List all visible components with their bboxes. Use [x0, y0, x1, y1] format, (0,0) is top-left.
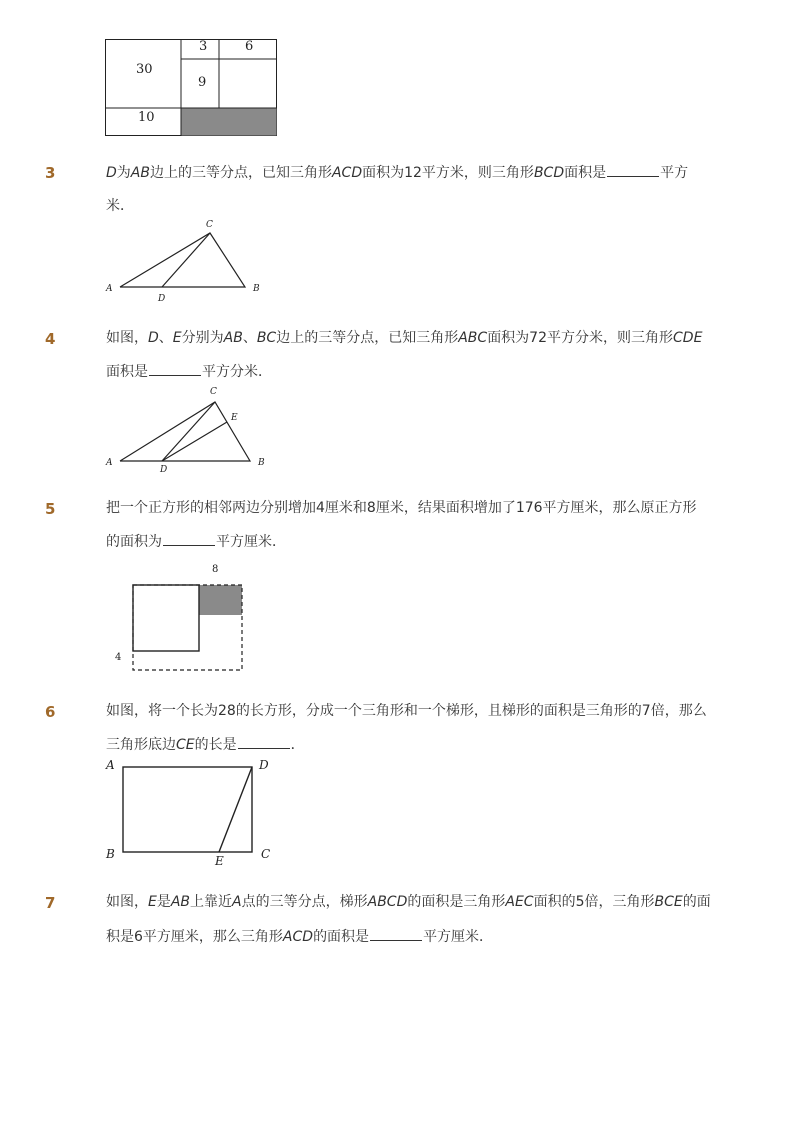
math-variable: BC: [256, 330, 277, 346]
text-segment: 如图，将一个长为28的长方形，分成一个三角形和一个梯形，且梯形的面积是三角形的7倍，那么: [106, 703, 707, 719]
math-variable: AB: [223, 330, 243, 346]
q6-text-line1: [106, 701, 707, 721]
label-9: 9: [198, 75, 207, 90]
vertex-e: E: [231, 413, 238, 423]
text-segment: 为: [116, 165, 131, 181]
shaded-region: [182, 109, 277, 136]
math-variable: ACD: [331, 165, 363, 181]
text-segment: 面积为12平方米，则三角形: [362, 165, 534, 181]
question-number: 4: [45, 330, 56, 348]
text-segment: 面积是: [564, 165, 607, 181]
text-segment: 边上的三等分点，已知三角形: [276, 330, 459, 346]
text-segment: 平方厘米．: [423, 929, 494, 945]
q3-triangle-figure: [100, 215, 270, 305]
vertex-a: A: [106, 284, 113, 294]
label-6: 6: [245, 39, 254, 54]
answer-blank: [370, 926, 422, 941]
question-number: 6: [45, 703, 56, 721]
vertex-b: B: [258, 458, 265, 468]
vertex-b: B: [253, 284, 260, 294]
q5-text-line1: [106, 498, 697, 518]
label-3: 3: [199, 39, 208, 54]
label-8: 8: [212, 564, 219, 575]
question-number: 7: [45, 894, 56, 912]
question-number: 3: [45, 164, 56, 182]
q4-text-line2: [106, 361, 272, 382]
math-variable: E: [148, 894, 157, 910]
answer-blank: [163, 531, 215, 546]
text-segment: 平方分米．: [202, 364, 272, 380]
text-segment: 如图，: [106, 894, 148, 910]
text-segment: 面积是: [106, 364, 148, 380]
label-30: 30: [136, 62, 153, 77]
vertex-c: C: [210, 387, 217, 397]
math-variable: A: [232, 894, 242, 910]
vertex-a: A: [106, 758, 115, 772]
vertex-d: D: [158, 294, 166, 304]
text-segment: 积是6平方厘米，那么三角形: [106, 929, 283, 945]
math-variable: AB: [130, 165, 150, 181]
answer-blank: [238, 734, 290, 749]
math-variable: ABCD: [367, 894, 408, 910]
text-segment: 的面积是三角形: [407, 894, 506, 910]
label-4: 4: [115, 652, 122, 663]
text-segment: 点的三等分点，梯形: [241, 894, 368, 910]
answer-blank: [149, 361, 201, 376]
text-segment: 的面积是: [313, 929, 370, 945]
text-segment: 的面: [682, 894, 711, 910]
vertex-d: D: [160, 465, 168, 474]
math-variable: D: [148, 330, 159, 346]
text-segment: 面积为72平方分米，则三角形: [487, 330, 674, 346]
answer-blank: [607, 162, 659, 177]
text-segment: 把一个正方形的相邻两边分别增加4厘米和8厘米，结果面积增加了176平方厘米，那么原正方形: [106, 500, 697, 516]
math-variable: BCD: [533, 165, 565, 181]
text-segment: 的面积为: [106, 534, 162, 550]
q4-triangle-figure: [100, 382, 275, 474]
q4-text-line1: [106, 328, 702, 348]
vertex-e: E: [215, 854, 224, 868]
text-segment: 平方厘米．: [216, 534, 286, 550]
text-segment: 分别为: [181, 330, 224, 346]
q7-text-line2: [106, 926, 493, 947]
q6-text-line2: [106, 734, 305, 755]
q7-text-line1: [106, 892, 711, 912]
text-segment: 平方: [660, 165, 689, 181]
vertex-a: A: [106, 458, 113, 468]
grid-figure-lines: [104, 38, 280, 138]
math-variable: AB: [170, 894, 191, 910]
shaded-region: [199, 585, 242, 615]
math-variable: CDE: [673, 330, 703, 346]
text-segment: 上靠近: [190, 894, 233, 910]
text-segment: 、: [158, 330, 173, 346]
text-segment: 米．: [106, 198, 134, 214]
label-10: 10: [138, 110, 155, 125]
text-segment: 边上的三等分点，已知三角形: [149, 165, 332, 181]
text-segment: ．: [290, 737, 305, 753]
vertex-b: B: [106, 847, 115, 861]
q3-text-line2: [106, 196, 134, 216]
vertex-c: C: [206, 220, 213, 230]
math-variable: CE: [176, 737, 195, 753]
math-variable: BCE: [654, 894, 683, 910]
math-variable: ABC: [458, 330, 488, 346]
text-segment: 如图，: [106, 330, 148, 346]
math-variable: E: [172, 330, 182, 346]
q5-text-line2: [106, 531, 286, 552]
q3-text-line1: [106, 162, 688, 183]
math-variable: AEC: [505, 894, 534, 910]
math-variable: ACD: [282, 929, 314, 945]
text-segment: 面积的5倍，三角形: [533, 894, 655, 910]
vertex-d: D: [259, 758, 269, 772]
q5-square-figure: [108, 560, 253, 675]
text-segment: 的长是: [194, 737, 237, 753]
grid-figure: [104, 38, 280, 138]
vertex-c: C: [261, 847, 271, 861]
text-segment: 是: [156, 894, 171, 910]
question-number: 5: [45, 500, 56, 518]
text-segment: 、: [242, 330, 257, 346]
text-segment: 三角形底边: [106, 737, 176, 753]
math-variable: D: [106, 165, 117, 181]
q6-rectangle-figure: [100, 755, 280, 870]
